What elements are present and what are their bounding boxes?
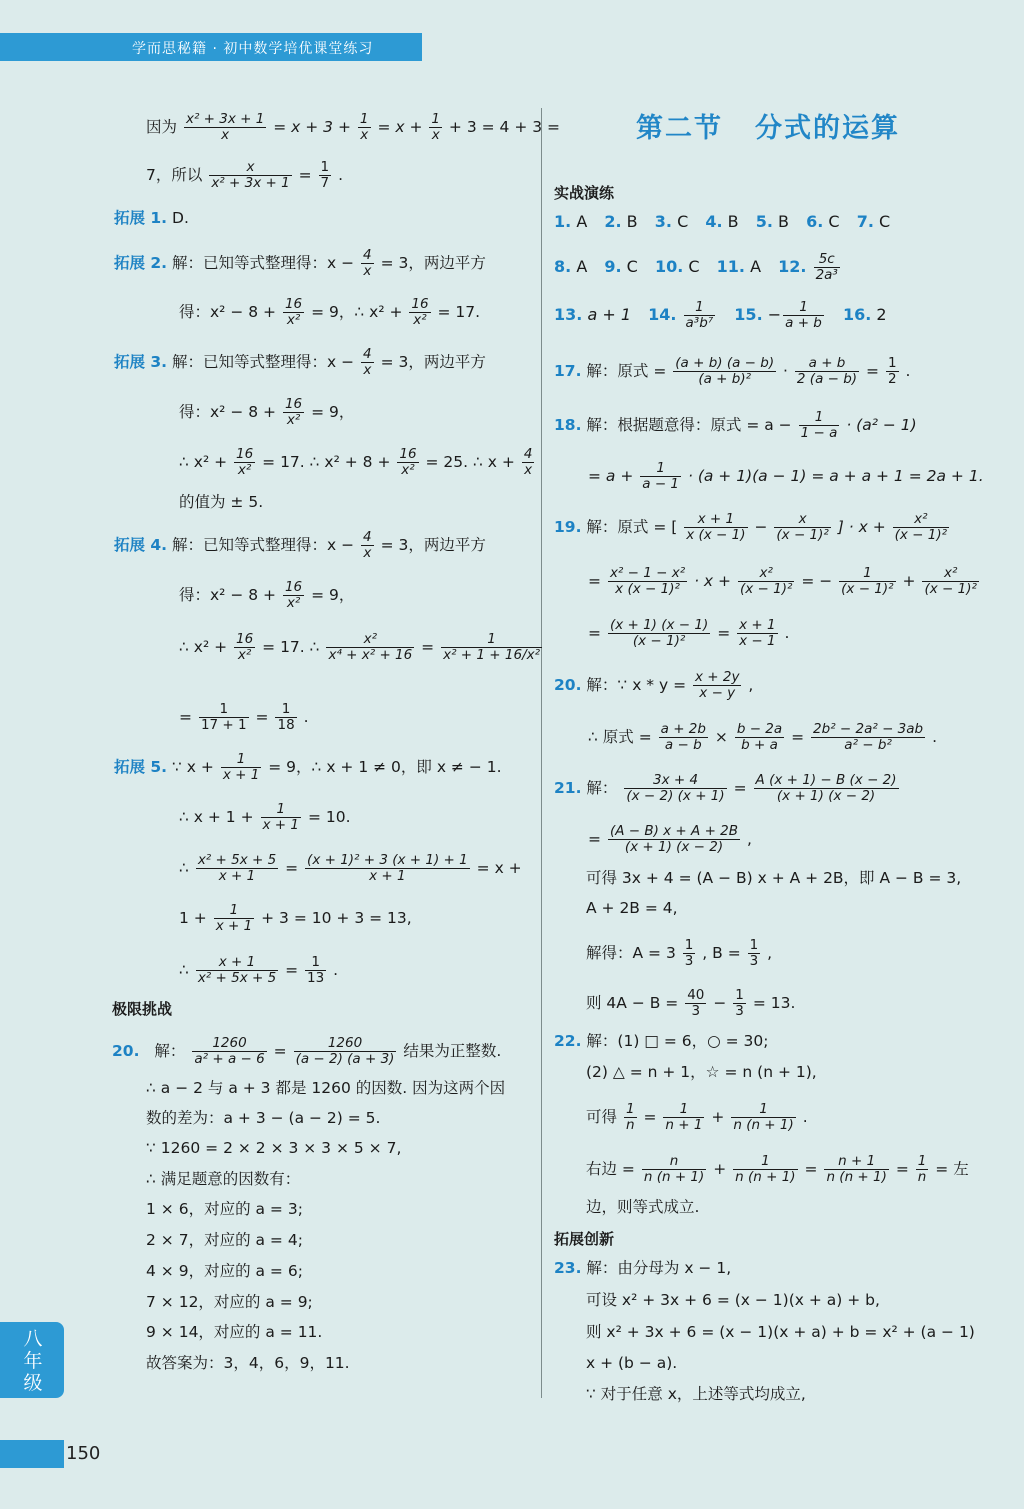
- left-line-2: 7，所以 $\frac{x}{\text{x² + 3x + 1}}$ = $\frac{1}{7}$ .: [146, 159, 344, 191]
- question-20: 20. 解：∵ x * y = $\frac{x + 2y}{x - y}$ ,: [554, 669, 754, 701]
- question-21-line-3: 可得 3x + 4 = (A − B) x + A + 2B，即 A − B = 3,: [586, 869, 962, 887]
- extension-5: 拓展 5. ∵ x + $\frac{1}{x + 1}$ = 9，∴ x + 1 ≠ 0，即 x ≠ − 1.: [114, 751, 502, 783]
- question-22: 22. 解：(1) □ = 6，○ = 30;: [554, 1032, 769, 1050]
- challenge-line: 故答案为：3，4，6，9，11.: [146, 1354, 350, 1372]
- question-19-line-3: = $\frac{(x + 1) (x - 1)}{\text{(x − 1)²}}$ = $\frac{x + 1}{x - 1}$ .: [588, 617, 790, 649]
- extension-innovation-heading: 拓展创新: [554, 1230, 615, 1248]
- grade-tab: [0, 1322, 64, 1398]
- extension-3: 拓展 3. 解：已知等式整理得：x − $\frac{4}{x}$ = 3，两边平方: [114, 346, 486, 378]
- challenge-line: 数的差为：a + 3 − (a − 2) = 5.: [146, 1109, 381, 1127]
- answers-row-2: 8. A 9. C 10. C 11. A 12. $\frac{5c}{\text{2a³}}$: [554, 251, 838, 283]
- practice-heading: 实战演练: [554, 184, 615, 202]
- question-23-line: x + (b − a).: [586, 1354, 678, 1372]
- question-21-line-2: = $\frac{(A - B) x + A + 2B}{(x + 1) (x - 2)}$ ,: [588, 823, 752, 855]
- extension-4: 拓展 4. 解：已知等式整理得：x − $\frac{4}{x}$ = 3，两边平方: [114, 529, 486, 561]
- question-20-line-2: ∴ 原式 = $\frac{a + 2b}{a - b}$ × $\frac{b - 2a}{b + a}$ = $\frac{\text{2b² − 2a² − 3ab}}{\text{a² − b²}}$ .: [588, 721, 937, 753]
- grade-label: 八年级: [23, 1328, 43, 1394]
- answers-row-3: 13. a + 1 14. $\frac{1}{\text{a³b⁷}}$ 15. − $\frac{1}{a + b}$ 16. 2: [554, 299, 887, 331]
- challenge-line: 4 × 9，对应的 a = 6;: [146, 1262, 303, 1280]
- section-title: [636, 106, 932, 145]
- extension-3-line-3: ∴ x² + $\frac{16}{\text{x²}}$ = 17. ∴ x² + 8 + $\frac{16}{\text{x²}}$ = 25. ∴ x + $\frac{4}{x}$: [179, 446, 533, 478]
- extension-4-line-3: ∴ x² + $\frac{16}{\text{x²}}$ = 17. ∴ $\frac{\text{x²}}{\text{x⁴ + x² + 16}}$ = $\frac{1}{\text{x² + 1 + 16/x²}}$: [179, 631, 541, 663]
- column-divider: [541, 108, 542, 1398]
- question-19-line-2: = $\frac{\text{x² − 1 − x²}}{\text{x (x − 1)²}}$ · x + $\frac{\text{x²}}{\text{(x − 1)²}}$ = − $\frac{1}{\text{(x − 1)²}}$ + $\frac{\text{x²}}{\text{(x − 1)²}}$: [588, 565, 977, 597]
- question-18-line-2: = a + $\frac{1}{a - 1}$ · (a + 1)(a − 1) = a + a + 1 = 2a + 1.: [588, 460, 984, 492]
- question-22-line-3: 可得 $\frac{1}{n}$ = $\frac{1}{n + 1}$ + $\frac{1}{n (n + 1)}$ .: [586, 1101, 808, 1133]
- extension-3-line-2: 得：x² − 8 + $\frac{16}{\text{x²}}$ = 9，: [179, 396, 355, 428]
- extension-5-line-4: 1 + $\frac{1}{x + 1}$ + 3 = 10 + 3 = 13,: [179, 902, 412, 934]
- challenge-line: 1 × 6，对应的 a = 3;: [146, 1200, 303, 1218]
- question-21: 21. 解： $\frac{3x + 4}{(x - 2) (x + 1)}$ = $\frac{A (x + 1) - B (x - 2)}{(x + 1) (x - 2)}$: [554, 772, 897, 804]
- question-17: 17. 解：原式 = $\frac{(a + b) (a - b)}{\text{(a + b)²}}$ · $\frac{a + b}{2 (a - b)}$ = $\frac{1}{2}$ .: [554, 355, 911, 387]
- extension-1-label: 拓展 1.: [114, 209, 168, 227]
- question-22-line-2: (2) △ = n + 1，☆ = n (n + 1),: [586, 1063, 817, 1081]
- question-23-line: 可设 x² + 3x + 6 = (x − 1)(x + a) + b,: [586, 1291, 880, 1309]
- extension-4-line-4: = $\frac{1}{17 + 1}$ = $\frac{1}{18}$ .: [179, 701, 309, 733]
- question-23-line: ∵ 对于任意 x，上述等式均成立,: [586, 1385, 806, 1403]
- extension-5-line-5: ∴ $\frac{x + 1}{\text{x² + 5x + 5}}$ = $\frac{1}{13}$ .: [179, 954, 339, 986]
- page-number: 150: [66, 1443, 101, 1464]
- extension-5-line-2: ∴ x + 1 + $\frac{1}{x + 1}$ = 10.: [179, 801, 351, 833]
- extension-4-line-2: 得：x² − 8 + $\frac{16}{\text{x²}}$ = 9，: [179, 579, 355, 611]
- challenge-line: 2 × 7，对应的 a = 4;: [146, 1231, 303, 1249]
- question-22-line-4: 右边 = $\frac{n}{n (n + 1)}$ + $\frac{1}{n (n + 1)}$ = $\frac{n + 1}{n (n + 1)}$ = $\frac{1}{n}$ = 左: [586, 1153, 969, 1185]
- question-21-line-4: A + 2B = 4,: [586, 899, 678, 917]
- challenge-heading: 极限挑战: [112, 1000, 173, 1018]
- challenge-line: ∴ 满足题意的因数有：: [146, 1170, 301, 1188]
- answers-row-1: 1. A 2. B 3. C 4. B 5. B 6. C 7. C: [554, 212, 891, 231]
- question-23-line: 则 x² + 3x + 6 = (x − 1)(x + a) + b = x² + (a − 1): [586, 1323, 975, 1341]
- challenge-line: ∵ 1260 = 2 × 2 × 3 × 3 × 5 × 7,: [146, 1139, 402, 1157]
- question-18: 18. 解：根据题意得：原式 = a − $\frac{1}{1 - a}$ · (a² − 1): [554, 409, 917, 441]
- extension-1: 拓展 1. D.: [114, 209, 189, 227]
- challenge-line: ∴ a − 2 与 a + 3 都是 1260 的因数. 因为这两个因: [146, 1079, 506, 1097]
- section-title-part2: 分式的运算: [755, 113, 900, 144]
- header-title: 学而思秘籍 · 初中数学培优课堂练习: [132, 41, 374, 57]
- left-line-1: 因为 $\frac{\text{x² + 3x + 1}}{x}$ = x + 3 + $\frac{1}{x}$ = x + $\frac{1}{x}$ + 3 = 4 + 3 =: [146, 111, 561, 143]
- challenge-line: 9 × 14，对应的 a = 11.: [146, 1323, 323, 1341]
- section-title-part1: 第二节: [636, 113, 723, 144]
- extension-2-line-2: 得：x² − 8 + $\frac{16}{\text{x²}}$ = 9，∴ x² + $\frac{16}{\text{x²}}$ = 17.: [179, 296, 481, 328]
- extension-2: 拓展 2. 解：已知等式整理得：x − $\frac{4}{x}$ = 3，两边平方: [114, 247, 486, 279]
- challenge-20: 20. 解： $\frac{1260}{\text{a² + a − 6}}$ = $\frac{1260}{(a - 2) (a + 3)}$ 结果为正整数.: [112, 1035, 502, 1067]
- question-21-line-5: 解得：A = 3 $\frac{1}{3}$ , B = $\frac{1}{3}$ ,: [586, 937, 773, 969]
- question-19: 19. 解：原式 = [ $\frac{x + 1}{x (x - 1)}$ − $\frac{x}{\text{(x − 1)²}}$ ] · x + $\frac{\text{x²}}{\text{(x − 1)²}}$: [554, 511, 948, 543]
- challenge-line: 7 × 12，对应的 a = 9;: [146, 1293, 313, 1311]
- extension-5-line-3: ∴ $\frac{\text{x² + 5x + 5}}{x + 1}$ = $\frac{\text{(x + 1)² + 3 (x + 1) + 1}}{x + 1}$ = x +: [179, 852, 522, 884]
- page-number-band: [0, 1440, 64, 1468]
- question-23: 23. 解：由分母为 x − 1,: [554, 1259, 732, 1277]
- question-21-line-6: 则 4A − B = $\frac{40}{3}$ − $\frac{1}{3}$ = 13.: [586, 987, 796, 1019]
- extension-3-line-4: 的值为 ± 5.: [179, 493, 264, 511]
- question-22-line-5: 边，则等式成立.: [586, 1198, 700, 1216]
